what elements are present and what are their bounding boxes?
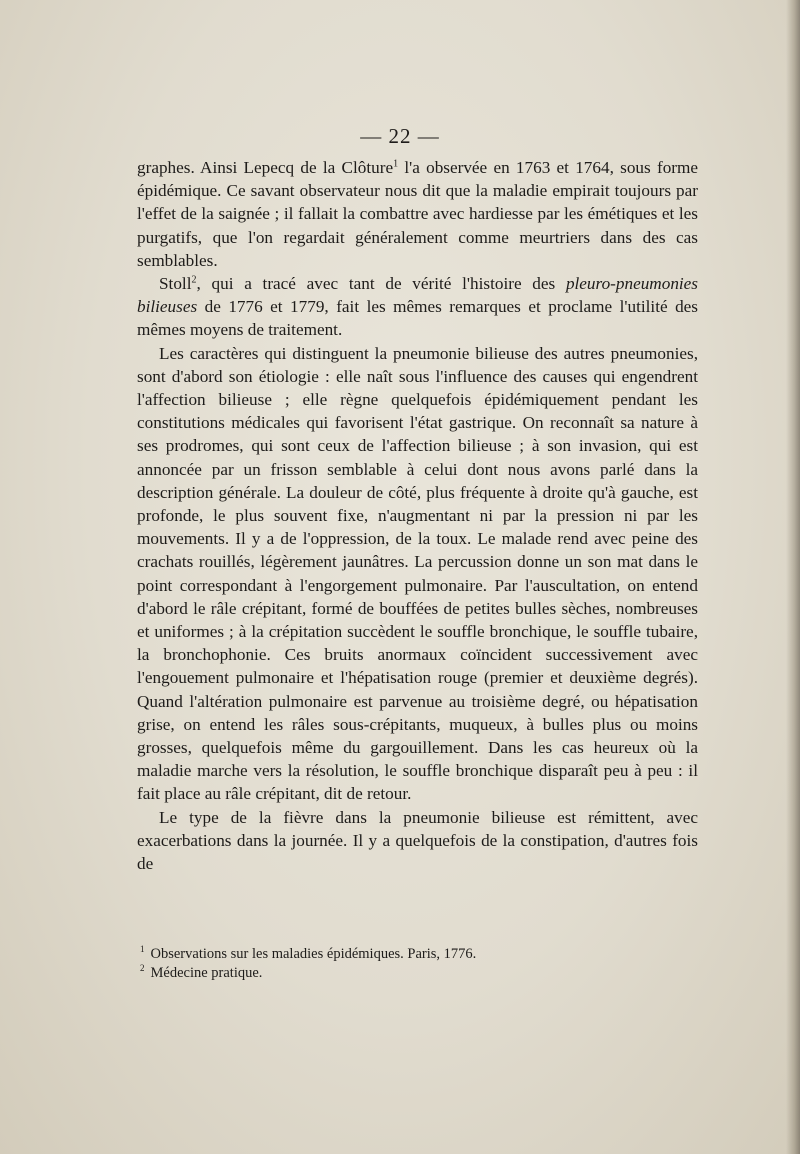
footnote	[140, 964, 660, 983]
italic-term: pleuro-pneumonies bilieuses	[137, 274, 698, 317]
paragraph	[137, 806, 698, 876]
text-run: , qui a tracé avec tant de vérité l'histoire des	[196, 274, 566, 294]
footnote-text: Observations sur les maladies épidémiques. Paris, 1776.	[150, 946, 477, 962]
text-run: Stoll	[159, 274, 192, 294]
footnote-text: Médecine pratique.	[150, 965, 263, 981]
footnote-mark: 1	[140, 944, 145, 955]
body-text	[137, 156, 698, 875]
footnote-mark: 2	[140, 963, 145, 974]
footnote	[140, 945, 660, 964]
text-run: l'a observée en 1763 et 1764, sous forme épidémique. Ce savant observateur nous dit que la maladie empirait toujours par l'effet de la saignée ; il fallait la combattre avec hardiesse par les émétiques et les purgatifs, que l'on regardait généralement comme meurtriers dans des cas semblables.	[137, 158, 699, 270]
footnotes	[140, 945, 660, 983]
text-run: Le type de la fièvre dans la pneumonie bilieuse est rémittent, avec exacerbations dans la journée. Il y a quelquefois de la constipation, d'autres fois de	[137, 807, 698, 874]
text-run: graphes. Ainsi Lepecq de la Clôture	[137, 158, 394, 177]
paragraph	[137, 156, 698, 272]
text-run: de 1776 et 1779, fait les mêmes remarques et proclame l'utilité des mêmes moyens de traitement.	[137, 297, 698, 340]
footnote-reference: 1	[393, 158, 399, 170]
paragraph	[137, 342, 698, 806]
footnote-reference: 2	[191, 274, 197, 286]
paragraph	[137, 272, 698, 342]
page-number: — 22 —	[360, 124, 440, 148]
page-edge-shadow	[786, 0, 800, 1154]
text-run: Les caractères qui distinguent la pneumonie bilieuse des autres pneumonies, sont d'abord son étiologie : elle naît sous l'influence des causes qui engendrent l'affection bilieuse ; elle règne quelquefois épidémiquement pendant les constitutions médicales qui favorisent l'état gastrique. On reconnaît sa nature à ses prodromes, qui sont ceux de l'affection bilieuse ; à son invasion, qui est annoncée par un frisson semblable à celui dont nous avons parlé dans la description générale. La douleur de côté, plus fréquente à droite qu'à gauche, est profonde, le plus souvent fixe, n'augmentant ni par la pression ni par les mouvements. Il y a de l'oppression, de la toux. Le malade rend avec peine des crachats rouillés, légèrement jaunâtres. La percussion donne un son mat dans le point correspondant à l'engorgement pulmonaire. Par l'auscultation, on entend d'abord le râle crépitant, formé de bouffées de petites bulles sèches, nombreuses et uniformes ; à la crépitation succèdent le souffle bronchique, le souffle tubaire, la bronchophonie. Ces bruits anormaux coïncident successivement avec l'engouement pulmonaire et l'hépatisation rouge (premier et deuxième degrés). Quand l'altération pulmonaire est parvenue au troisième degré, ou hépatisation grise, on entend les râles sous-crépitants, muqueux, à bulles plus ou moins grosses, quelquefois même du gargouillement. Dans les cas heureux où la maladie marche vers la résolution, le souffle bronchique disparaît peu à peu : il fait place au râle crépitant, dit de retour.	[137, 343, 698, 804]
